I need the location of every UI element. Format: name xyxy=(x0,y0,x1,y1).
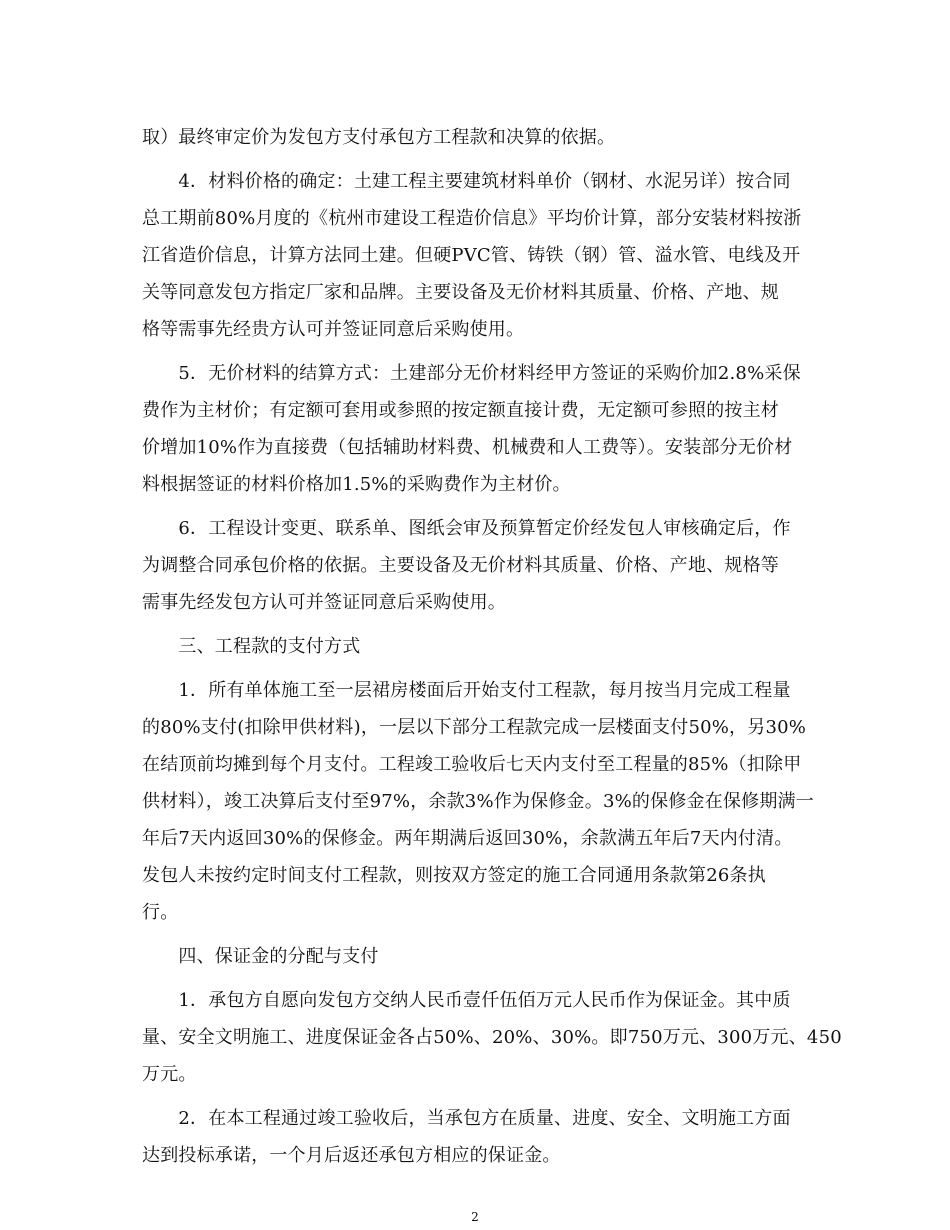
text-line: 5．无价材料的结算方式：土建部分无价材料经甲方签证的采购价加2.8%采保 xyxy=(142,363,801,384)
text-line: 的80%支付(扣除甲供材料)，一层以下部分工程款完成一层楼面支付50%，另30% xyxy=(142,717,807,738)
page-number: 2 xyxy=(471,1210,479,1224)
text-line: 为调整合同承包价格的依据。主要设备及无价材料其质量、价格、产地、规格等 xyxy=(142,555,779,576)
text-line: 价增加10%作为直接费（包括辅助材料费、机械费和人工费等）。安装部分无价材 xyxy=(142,437,793,458)
text-line: 1．承包方自愿向发包方交纳人民币壹仟伍佰万元人民币作为保证金。其中质 xyxy=(142,990,791,1011)
section-heading: 三、工程款的支付方式 xyxy=(142,636,361,657)
text-line: 6．工程设计变更、联系单、图纸会审及预算暂定价经发包人审核确定后，作 xyxy=(142,518,791,539)
text-line: 发包人未按约定时间支付工程款，则按双方签定的施工合同通用条款第26条执 xyxy=(142,865,766,886)
text-line: 年后7天内返回30%的保修金。两年期满后返回30%，余款满五年后7天内付清。 xyxy=(142,828,793,849)
section-heading: 四、保证金的分配与支付 xyxy=(142,946,379,967)
text-line: 万元。 xyxy=(142,1064,197,1085)
text-line: 2．在本工程通过竣工验收后，当承包方在质量、进度、安全、文明施工方面 xyxy=(142,1108,791,1129)
text-line: 总工期前80%月度的《杭州市建设工程造价信息》平均价计算，部分安装材料按浙 xyxy=(142,208,802,229)
text-line: 4．材料价格的确定：土建工程主要建筑材料单价（钢材、水泥另详）按合同 xyxy=(142,171,791,192)
text-line: 达到投标承诺，一个月后返还承包方相应的保证金。 xyxy=(142,1145,561,1166)
text-line: 费作为主材价；有定额可套用或参照的按定额直接计费，无定额可参照的按主材 xyxy=(142,400,779,421)
text-line: 关等同意发包方指定厂家和品牌。主要设备及无价材料其质量、价格、产地、规 xyxy=(142,282,779,303)
text-line: 量、安全文明施工、进度保证金各占50%、20%、30%。即750万元、300万元、450 xyxy=(142,1027,842,1048)
text-line: 1．所有单体施工至一层裙房楼面后开始支付工程款，每月按当月完成工程量 xyxy=(142,680,791,701)
text-line: 行。 xyxy=(142,902,179,923)
text-line: 在结顶前均摊到每个月支付。工程竣工验收后七天内支付至工程量的85%（扣除甲 xyxy=(142,754,802,775)
text-line: 料根据签证的材料价格加1.5%的采购费作为主材价。 xyxy=(142,474,571,495)
text-line: 格等需事先经贵方认可并签证同意后采购使用。 xyxy=(142,319,525,340)
text-line: 供材料），竣工决算后支付至97%，余款3%作为保修金。3%的保修金在保修期满一 xyxy=(142,791,814,812)
text-line: 江省造价信息，计算方法同土建。但硬PVC管、铸铁（钢）管、溢水管、电线及开 xyxy=(142,245,801,266)
text-line: 需事先经发包方认可并签证同意后采购使用。 xyxy=(142,592,506,613)
text-line: 取）最终审定价为发包方支付承包方工程款和决算的依据。 xyxy=(142,127,616,148)
